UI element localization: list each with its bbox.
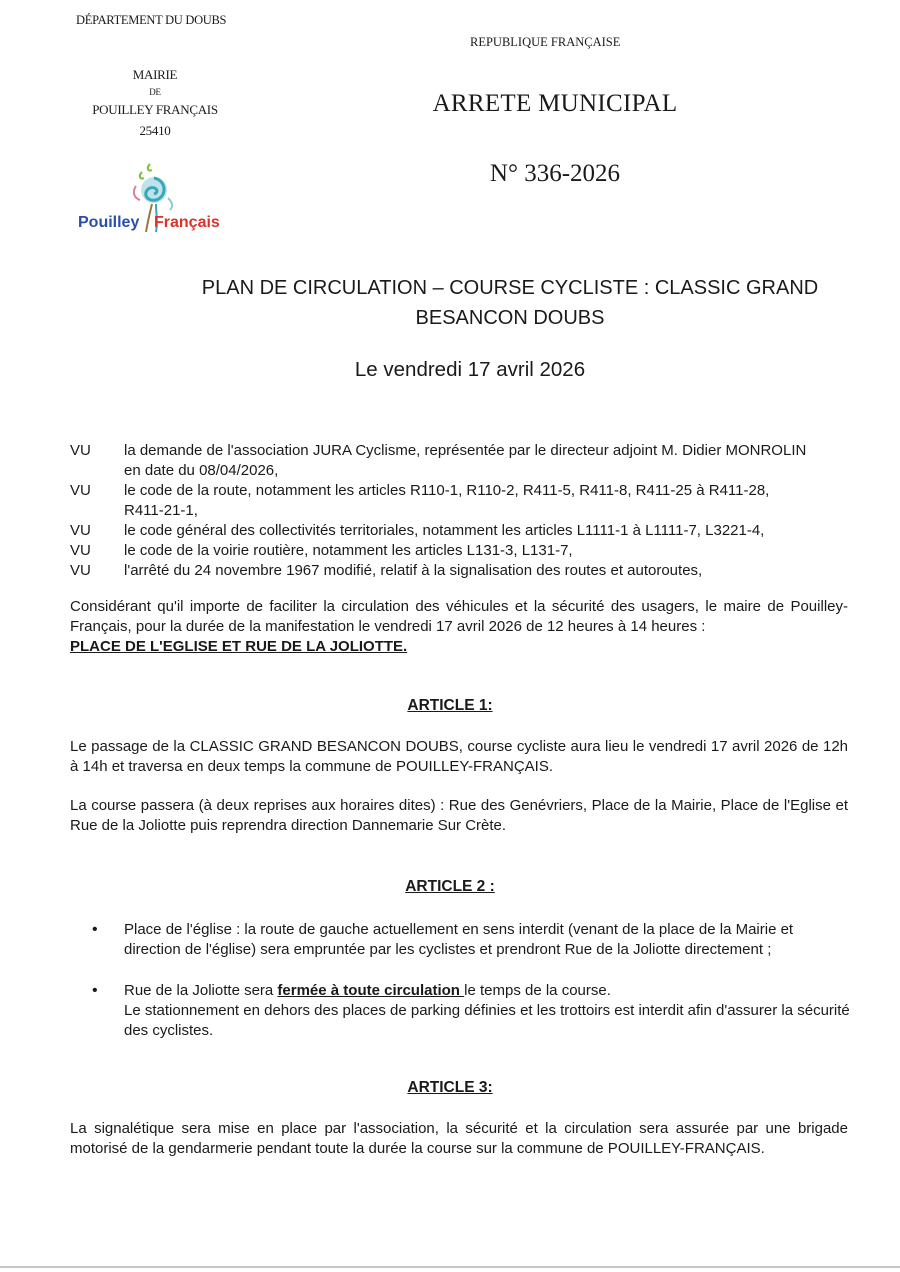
subject-heading — [180, 273, 840, 333]
vu-item — [70, 561, 860, 581]
logo-text-left: Pouilley — [78, 214, 140, 231]
vu-label: VU — [70, 542, 91, 559]
vu-text: le code général des collectivités territoriales, notamment les articles L1111-1 à L1111-7, L3221-4, — [124, 522, 765, 539]
article-2-bullet-2 — [92, 981, 852, 1041]
document-title: ARRETE MUNICIPAL — [432, 90, 678, 117]
document-number: N° 336-2026 — [489, 160, 621, 187]
municipality-logo — [76, 158, 226, 242]
mairie-line-2: DE — [149, 87, 161, 97]
mairie-line-1: MAIRIE — [132, 67, 178, 82]
vu-item — [70, 481, 860, 521]
subject-line-2: BESANCON DOUBS — [415, 307, 605, 329]
vu-item — [70, 441, 860, 481]
vu-item — [70, 541, 860, 561]
vu-text — [124, 441, 860, 481]
vu-text: l'arrêté du 24 novembre 1967 modifié, relatif à la signalisation des routes et autoroutes, — [124, 562, 703, 579]
vu-label: VU — [70, 482, 91, 499]
article-2-heading: ARTICLE 2 : — [405, 878, 495, 895]
bullet-icon: • — [92, 982, 98, 999]
bullet-text: Place de l'église : la route de gauche actuellement en sens interdit (venant de la place de la Mairie et direction de l'église) sera empruntée par les cyclistes et prendront Rue de la Joliotte directement ; — [124, 921, 794, 958]
bullet-text-line-2: Le stationnement en dehors des places de parking définies et les trottoirs est interdit afin d'assurer la sécurité des cyclistes. — [124, 1002, 850, 1039]
bullet-icon: • — [92, 921, 98, 938]
vu-text-line-2: R411-21-1, — [124, 502, 198, 519]
considerant-paragraph — [70, 597, 848, 657]
article-2-bullet-1 — [92, 920, 852, 960]
vu-item — [70, 521, 860, 541]
article-3-paragraph-1: La signalétique sera mise en place par l'association, la sécurité et la circulation sera assurée par une brigade motorisé de la gendarmerie pendant toute la durée la course sur la commune de POUILLEY-FRANÇAIS. — [70, 1120, 848, 1157]
bullet-text-post: le temps de la course. — [464, 982, 611, 999]
mairie-line-3: POUILLEY FRANÇAIS — [92, 102, 218, 117]
vu-text-line-1: la demande de l'association JURA Cyclisme, représentée par le directeur adjoint M. Didier MONROLIN — [124, 442, 807, 459]
vu-label: VU — [70, 442, 91, 459]
bullet-text — [124, 981, 852, 1041]
vu-text-line-1: le code de la route, notamment les articles R110-1, R110-2, R411-5, R411-8, R411-25 à R411-28, — [124, 482, 770, 499]
considerant-emphasis: PLACE DE L'EGLISE ET RUE DE LA JOLIOTTE. — [70, 638, 408, 655]
logo-text-right: Français — [154, 214, 220, 231]
article-1-paragraph-1: Le passage de la CLASSIC GRAND BESANCON DOUBS, course cycliste aura lieu le vendredi 17 avril 2026 de 12h à 14h et traversa en deux temps la commune de POUILLEY-FRANÇAIS. — [70, 738, 848, 775]
article-1-paragraph-2: La course passera (à deux reprises aux horaires dites) : Rue des Genévriers, Place de la Mairie, Place de l'Eglise et Rue de la Joliotte puis reprendra direction Dannemarie Sur Crète. — [70, 797, 848, 834]
department-label: DÉPARTEMENT DU DOUBS — [76, 13, 227, 27]
vu-text — [124, 481, 860, 521]
mairie-block — [70, 64, 240, 141]
bullet-text-pre: Rue de la Joliotte sera — [124, 982, 278, 999]
vu-text: le code de la voirie routière, notamment les articles L131-3, L131-7, — [124, 542, 573, 559]
vu-label: VU — [70, 562, 91, 579]
event-date: Le vendredi 17 avril 2026 — [354, 358, 586, 381]
vu-label: VU — [70, 522, 91, 539]
mairie-line-4: 25410 — [139, 123, 171, 138]
subject-line-1: PLAN DE CIRCULATION – COURSE CYCLISTE : CLASSIC GRAND — [201, 277, 819, 299]
closure-emphasis: fermée à toute circulation — [277, 982, 465, 999]
republic-label: REPUBLIQUE FRANÇAISE — [470, 35, 621, 49]
article-3-heading: ARTICLE 3: — [407, 1079, 493, 1096]
page-bottom-edge — [0, 1266, 900, 1268]
considerant-text: Considérant qu'il importe de faciliter la circulation des véhicules et la sécurité des usagers, le maire de Pouilley-Français, pour la durée de la manifestation le vendredi 17 avril 2026 de 12 heures à 14 heures : — [70, 598, 848, 635]
vu-text-line-2: en date du 08/04/2026, — [124, 462, 279, 479]
article-1-heading: ARTICLE 1: — [407, 697, 493, 714]
